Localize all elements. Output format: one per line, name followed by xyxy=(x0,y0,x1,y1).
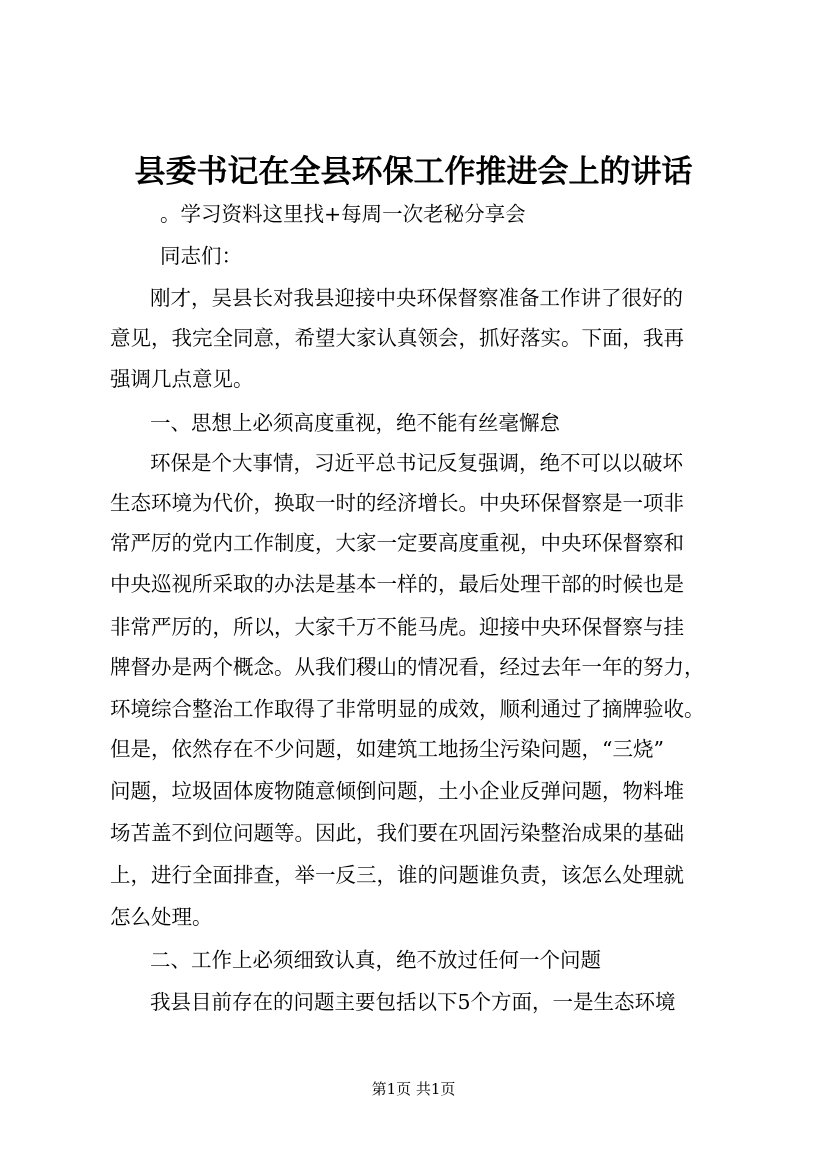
page-footer: 第1页 共1页 xyxy=(371,1080,456,1098)
paragraph-line: 但是，依然存在不少问题，如建筑工地扬尘污染问题，“三烧” xyxy=(110,737,664,761)
section-heading-2: 二、工作上必须细致认真，绝不放过任何一个问题 xyxy=(150,948,601,972)
document-title: 县委书记在全县环保工作推进会上的讲话 xyxy=(134,154,693,190)
paragraph-line: 环保是个大事情，习近平总书记反复强调，绝不可以以破坏 xyxy=(150,451,683,475)
paragraph-line: 上，进行全面排查，举一反三，谁的问题谁负责，该怎么处理就 xyxy=(110,863,684,887)
paragraph-line: 非常严厉的，所以，大家千万不能马虎。迎接中央环保督察与挂 xyxy=(110,615,684,639)
paragraph-line: 牌督办是两个概念。从我们稷山的情况看，经过去年一年的努力， xyxy=(110,655,705,679)
paragraph-line: 中央巡视所采取的办法是基本一样的，最后处理干部的时候也是 xyxy=(110,572,684,596)
paragraph-line: 刚才，吴县长对我县迎接中央环保督察准备工作讲了很好的 xyxy=(150,286,683,310)
paragraph-line: 环境综合整治工作取得了非常明显的成效，顺利通过了摘牌验收。 xyxy=(110,697,705,721)
paragraph-line: 问题，垃圾固体废物随意倾倒问题，土小企业反弹问题，物料堆 xyxy=(110,779,684,803)
paragraph-line: 常严厉的党内工作制度，大家一定要高度重视，中央环保督察和 xyxy=(110,531,684,555)
paragraph-line: 我县目前存在的问题主要包括以下5个方面，一是生态环境 xyxy=(150,990,676,1014)
salutation-line: 同志们： xyxy=(160,244,242,268)
paragraph-line: 生态环境为代价，换取一时的经济增长。中央环保督察是一项非 xyxy=(110,491,684,515)
paragraph-line: 强调几点意见。 xyxy=(110,367,254,391)
paragraph-line: 意见，我完全同意，希望大家认真领会，抓好落实。下面，我再 xyxy=(110,326,684,350)
paragraph-line: 怎么处理。 xyxy=(110,905,213,929)
paragraph-line: 场苫盖不到位问题等。因此，我们要在巩固污染整治成果的基础 xyxy=(110,821,684,845)
subtitle-line: 。学习资料这里找+每周一次老秘分享会 xyxy=(160,202,526,226)
section-heading-1: 一、思想上必须高度重视，绝不能有丝毫懈怠 xyxy=(150,411,560,435)
